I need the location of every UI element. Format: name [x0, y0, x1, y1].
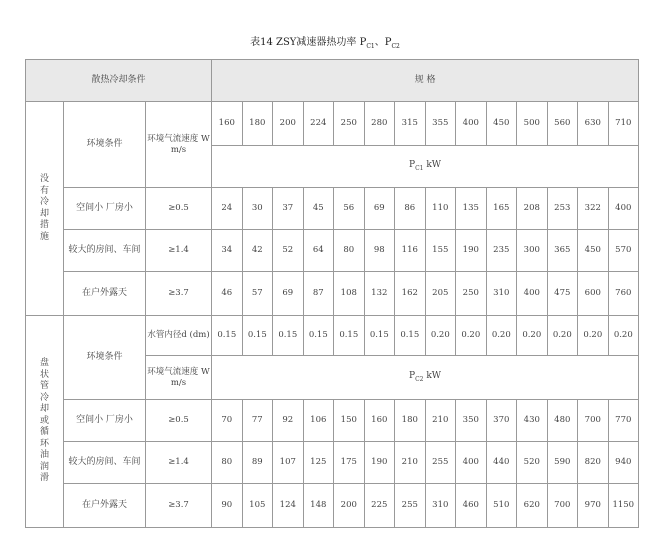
- spec-size-cell: 450: [486, 102, 517, 146]
- power-value-cell: 210: [425, 400, 456, 442]
- power-value-cell: 56: [334, 188, 365, 230]
- spec-size-cell: 560: [547, 102, 578, 146]
- power-value-cell: 87: [303, 272, 334, 316]
- table-title: 表14 ZSY减速器热功率 $P_{C1}$、$P_{C2}$: [250, 37, 400, 50]
- power-value-cell: 150: [334, 400, 365, 442]
- power-value-cell: 45: [303, 188, 334, 230]
- spec-size-cell: 160: [212, 102, 243, 146]
- pipe-diameter-cell: 0.20: [486, 316, 517, 356]
- power-value-cell: 46: [212, 272, 243, 316]
- header-specifications: 规 格: [212, 60, 639, 102]
- power-value-cell: 105: [242, 484, 273, 528]
- air-speed-cell: ≥3.7: [146, 272, 212, 316]
- power-value-cell: 180: [395, 400, 426, 442]
- power-value-cell: 940: [608, 442, 639, 484]
- power-value-cell: 90: [212, 484, 243, 528]
- power-value-cell: 24: [212, 188, 243, 230]
- power-value-cell: 148: [303, 484, 334, 528]
- power-value-cell: 92: [273, 400, 304, 442]
- pipe-diameter-cell: 0.15: [212, 316, 243, 356]
- power-value-cell: 770: [608, 400, 639, 442]
- power-value-cell: 116: [395, 230, 426, 272]
- power-value-cell: 42: [242, 230, 273, 272]
- env-condition-cell: 空间小 厂房小: [64, 400, 146, 442]
- power-value-cell: 700: [578, 400, 609, 442]
- spec-size-cell: 710: [608, 102, 639, 146]
- power-value-cell: 125: [303, 442, 334, 484]
- power-value-cell: 30: [242, 188, 273, 230]
- power-value-cell: 162: [395, 272, 426, 316]
- air-speed-cell: ≥0.5: [146, 400, 212, 442]
- pipe-diameter-cell: 0.15: [303, 316, 334, 356]
- section1-env-label: 环境条件: [64, 102, 146, 188]
- power-value-cell: 760: [608, 272, 639, 316]
- env-condition-cell: 空间小 厂房小: [64, 188, 146, 230]
- pipe-diameter-cell: 0.20: [608, 316, 639, 356]
- power-value-cell: 132: [364, 272, 395, 316]
- power-value-cell: 300: [517, 230, 548, 272]
- power-value-cell: 190: [456, 230, 487, 272]
- power-value-cell: 255: [395, 484, 426, 528]
- pipe-diameter-cell: 0.15: [273, 316, 304, 356]
- power-value-cell: 440: [486, 442, 517, 484]
- power-value-cell: 108: [334, 272, 365, 316]
- pipe-diameter-cell: 0.15: [334, 316, 365, 356]
- power-value-cell: 175: [334, 442, 365, 484]
- env-condition-cell: 较大的房间、车间: [64, 442, 146, 484]
- pipe-diameter-cell: 0.20: [578, 316, 609, 356]
- power-value-cell: 80: [212, 442, 243, 484]
- header-cooling-conditions: 散热冷却条件: [26, 60, 212, 102]
- power-value-cell: 124: [273, 484, 304, 528]
- section-coil-cooling-label: 盘状管冷却或循环油润滑: [26, 316, 64, 528]
- power-value-cell: 37: [273, 188, 304, 230]
- power-value-cell: 253: [547, 188, 578, 230]
- spec-size-cell: 630: [578, 102, 609, 146]
- spec-size-cell: 280: [364, 102, 395, 146]
- spec-size-cell: 224: [303, 102, 334, 146]
- pipe-diameter-cell: 0.20: [517, 316, 548, 356]
- power-value-cell: 310: [486, 272, 517, 316]
- power-value-cell: 70: [212, 400, 243, 442]
- spec-size-cell: 180: [242, 102, 273, 146]
- power-value-cell: 57: [242, 272, 273, 316]
- section2-speed-label: 环境气流速度 W m/s: [146, 356, 212, 400]
- spec-size-cell: 355: [425, 102, 456, 146]
- power-value-cell: 970: [578, 484, 609, 528]
- power-value-cell: 205: [425, 272, 456, 316]
- power-value-cell: 700: [547, 484, 578, 528]
- spec-size-cell: 200: [273, 102, 304, 146]
- env-condition-cell: 在户外露天: [64, 272, 146, 316]
- pipe-diameter-cell: 0.20: [547, 316, 578, 356]
- section2-pipe-label: 水管内径d (dm): [146, 316, 212, 356]
- power-value-cell: 89: [242, 442, 273, 484]
- section2-env-label: 环境条件: [64, 316, 146, 400]
- power-value-cell: 600: [578, 272, 609, 316]
- power-value-cell: 155: [425, 230, 456, 272]
- power-value-cell: 190: [364, 442, 395, 484]
- power-value-cell: 107: [273, 442, 304, 484]
- pipe-diameter-cell: 0.15: [364, 316, 395, 356]
- power-value-cell: 86: [395, 188, 426, 230]
- power-value-cell: 620: [517, 484, 548, 528]
- power-value-cell: 450: [578, 230, 609, 272]
- power-value-cell: 160: [364, 400, 395, 442]
- power-value-cell: 106: [303, 400, 334, 442]
- power-value-cell: 210: [395, 442, 426, 484]
- power-value-cell: 208: [517, 188, 548, 230]
- spec-size-cell: 400: [456, 102, 487, 146]
- power-value-cell: 34: [212, 230, 243, 272]
- power-value-cell: 350: [456, 400, 487, 442]
- power-value-cell: 520: [517, 442, 548, 484]
- power-value-cell: 110: [425, 188, 456, 230]
- power-value-cell: 475: [547, 272, 578, 316]
- section-no-cooling-label: 没有冷却措施: [26, 102, 64, 316]
- power-value-cell: 64: [303, 230, 334, 272]
- pipe-diameter-cell: 0.15: [242, 316, 273, 356]
- power-value-cell: 400: [608, 188, 639, 230]
- power-value-cell: 365: [547, 230, 578, 272]
- power-value-cell: 165: [486, 188, 517, 230]
- section1-unit-label: $P_{C1}$ kW: [212, 146, 639, 188]
- power-value-cell: 460: [456, 484, 487, 528]
- power-value-cell: 370: [486, 400, 517, 442]
- spec-size-cell: 500: [517, 102, 548, 146]
- power-value-cell: 69: [273, 272, 304, 316]
- power-value-cell: 52: [273, 230, 304, 272]
- env-condition-cell: 在户外露天: [64, 484, 146, 528]
- air-speed-cell: ≥1.4: [146, 230, 212, 272]
- power-value-cell: 590: [547, 442, 578, 484]
- pipe-diameter-cell: 0.20: [425, 316, 456, 356]
- air-speed-cell: ≥0.5: [146, 188, 212, 230]
- pipe-diameter-cell: 0.20: [456, 316, 487, 356]
- power-value-cell: 400: [456, 442, 487, 484]
- spec-size-cell: 250: [334, 102, 365, 146]
- power-value-cell: 69: [364, 188, 395, 230]
- power-value-cell: 1150: [608, 484, 639, 528]
- power-value-cell: 250: [456, 272, 487, 316]
- air-speed-cell: ≥1.4: [146, 442, 212, 484]
- power-value-cell: 510: [486, 484, 517, 528]
- pipe-diameter-cell: 0.15: [395, 316, 426, 356]
- power-value-cell: 430: [517, 400, 548, 442]
- power-value-cell: 820: [578, 442, 609, 484]
- power-value-cell: 255: [425, 442, 456, 484]
- power-value-cell: 400: [517, 272, 548, 316]
- power-value-cell: 322: [578, 188, 609, 230]
- power-value-cell: 80: [334, 230, 365, 272]
- power-value-cell: 310: [425, 484, 456, 528]
- power-value-cell: 135: [456, 188, 487, 230]
- spec-size-cell: 315: [395, 102, 426, 146]
- section1-speed-label: 环境气流速度 W m/s: [146, 102, 212, 188]
- env-condition-cell: 较大的房间、车间: [64, 230, 146, 272]
- power-value-cell: 235: [486, 230, 517, 272]
- air-speed-cell: ≥3.7: [146, 484, 212, 528]
- power-value-cell: 200: [334, 484, 365, 528]
- power-value-cell: 225: [364, 484, 395, 528]
- thermal-power-table: [25, 59, 639, 528]
- power-value-cell: 570: [608, 230, 639, 272]
- power-value-cell: 480: [547, 400, 578, 442]
- power-value-cell: 98: [364, 230, 395, 272]
- section2-unit-label: $P_{C2}$ kW: [212, 356, 639, 400]
- power-value-cell: 77: [242, 400, 273, 442]
